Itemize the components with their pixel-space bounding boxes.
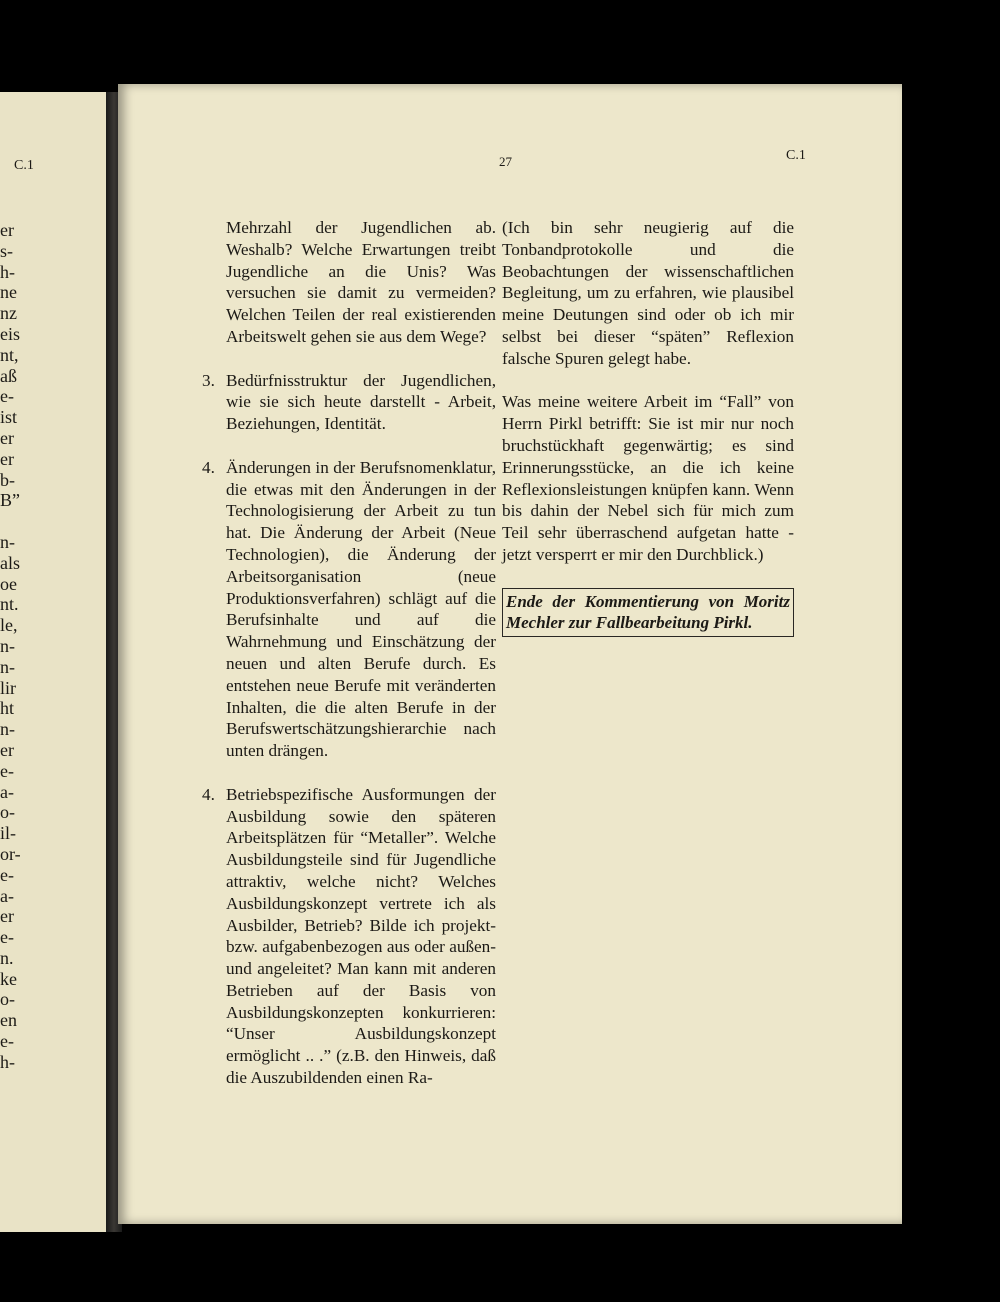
list-item-text: Änderungen in der Berufsnomenklatur, die etwas mit den Änderungen in der Technologisierung der Arbeit zu tun hat. Die Änderung der Arbeit (Neue Technologien), die Änderung der Arbeitsorganisation (neue Produktionsverfahren) schlägt auf die Berufsinhalte und auf die Wahrnehmung und Einschätzung der neuen und alten Berufe durch. Es entstehen neue Berufe mit veränderten Inhalten, die die alten Berufe in der Berufswertschätzungshierarchie nach unten drängen. [226,457,496,761]
list-number: 4. [202,457,215,477]
intro-paragraph: Mehrzahl der Jugendlichen ab. Weshalb? Welche Erwartungen treibt Jugendliche an die Unis? Was versuchen sie damit zu vermeiden? Welchen Teilen der real existierenden Arbeitswelt gehen sie aus dem Wege? [226,218,496,346]
left-column [202,217,496,1089]
left-page-fragment: or- [0,843,21,864]
left-page-fragment: ne [0,282,17,303]
list-item-4a [202,457,496,762]
left-page-fragment: s- [0,240,13,261]
left-page-fragment: er [0,739,14,760]
left-page-fragment: lir [0,677,16,698]
list-number: 4. [202,784,215,804]
list-item-text: Bedürfnisstruktur der Jugendlichen, wie sie sich heute darstellt - Arbeit, Beziehungen, Identität. [226,370,496,434]
list-item-text: Betriebspezifische Ausformungen der Ausbildung sowie den späteren Arbeitsplätzen für “Metaller”. Welche Ausbildungsteile sind für Jugendliche attraktiv, welche nicht? Welches Ausbildungskonzept vertrete ich als Ausbilder, Betrieb? Bilde ich projekt- bzw. aufgabenbezogen aus oder außen- und angeleitet? Man kann mit anderen Betrieben auf der Basis von Ausbildungskonzepten konkurrieren: “Unser Ausbildungskonzept ermöglicht .. .” (z.B. den Hinweis, daß die Auszubildenden einen Ra- [226,784,496,1088]
left-page-fragment: a- [0,885,14,906]
left-page-fragment [0,511,112,532]
end-of-commentary-box [502,588,794,637]
page-number: 27 [499,154,512,169]
left-page-fragment: il- [0,823,16,844]
left-page-fragment: n- [0,719,15,740]
left-page-fragment: aß [0,365,17,386]
left-page-fragment: er [0,220,14,240]
left-page-fragment: nt. [0,594,19,615]
left-page-fragment: e- [0,386,14,407]
left-page-text-fragments [0,220,112,1073]
left-page-fragment: als [0,552,20,573]
left-page-fragment: e- [0,760,14,781]
left-page-fragment: er [0,906,14,927]
list-item-4b [202,784,496,1089]
left-page-fragment: le, [0,615,18,636]
left-page-fragment: n. [0,947,14,968]
left-page-fragment: a- [0,781,14,802]
left-page-fragment: nz [0,303,17,324]
left-page-fragment: o- [0,802,15,823]
left-page-fragment: en [0,1010,17,1031]
reflection-paragraph: (Ich bin sehr neugierig auf die Tonbandprotokolle und die Beobachtungen der wissenschaftlichen Begleitung, um zu erfahren, wie plausibel meine Deutungen sind oder ob ich mir selbst bei dieser “späten” Reflexion falsche Spuren gelegt habe. [502,218,794,368]
left-page-fragment: nt, [0,344,19,365]
end-of-commentary-text: Ende der Kommentierung von Moritz Mechler zur Fallbearbeitung Pirkl. [506,591,790,633]
left-page-fragment: e- [0,927,14,948]
left-page-fragment: er [0,427,14,448]
right-column [502,217,794,637]
left-page-fragment: oe [0,573,17,594]
left-page-fragment: e- [0,864,14,885]
left-page-fragment: ht [0,698,15,719]
right-page [118,84,902,1224]
left-page-fragment: n- [0,635,15,656]
left-page [0,92,112,1232]
left-page-fragment: e- [0,1031,14,1052]
left-page-fragment: ke [0,968,17,989]
left-page-fragment: b- [0,469,15,490]
left-page-fragment: o- [0,989,15,1010]
left-page-fragment: n- [0,656,15,677]
left-page-fragment: B” [0,490,20,511]
left-page-fragment: er [0,448,14,469]
list-item-3 [202,370,496,435]
left-page-fragment: h- [0,261,15,282]
further-work-paragraph: Was meine weitere Arbeit im “Fall” von Herrn Pirkl betrifft: Sie ist mir nur noch bruchstückhaft gegenwärtig; es sind Erinnerungsstücke, an die ich keine Reflexionsleistungen knüpfen kann. Wenn bis dahin der Nebel sich für mich zum Teil sehr überraschend aufgetan hatte - jetzt versperrt er mir den Durchblick.) [502,392,794,564]
left-page-fragment: h- [0,1051,15,1072]
left-page-fragment: eis [0,323,20,344]
section-reference: C.1 [786,148,806,163]
left-page-fragment: ist [0,407,18,428]
left-page-header: C.1 [14,158,34,173]
list-number: 3. [202,370,215,390]
left-page-fragment: n- [0,531,15,552]
